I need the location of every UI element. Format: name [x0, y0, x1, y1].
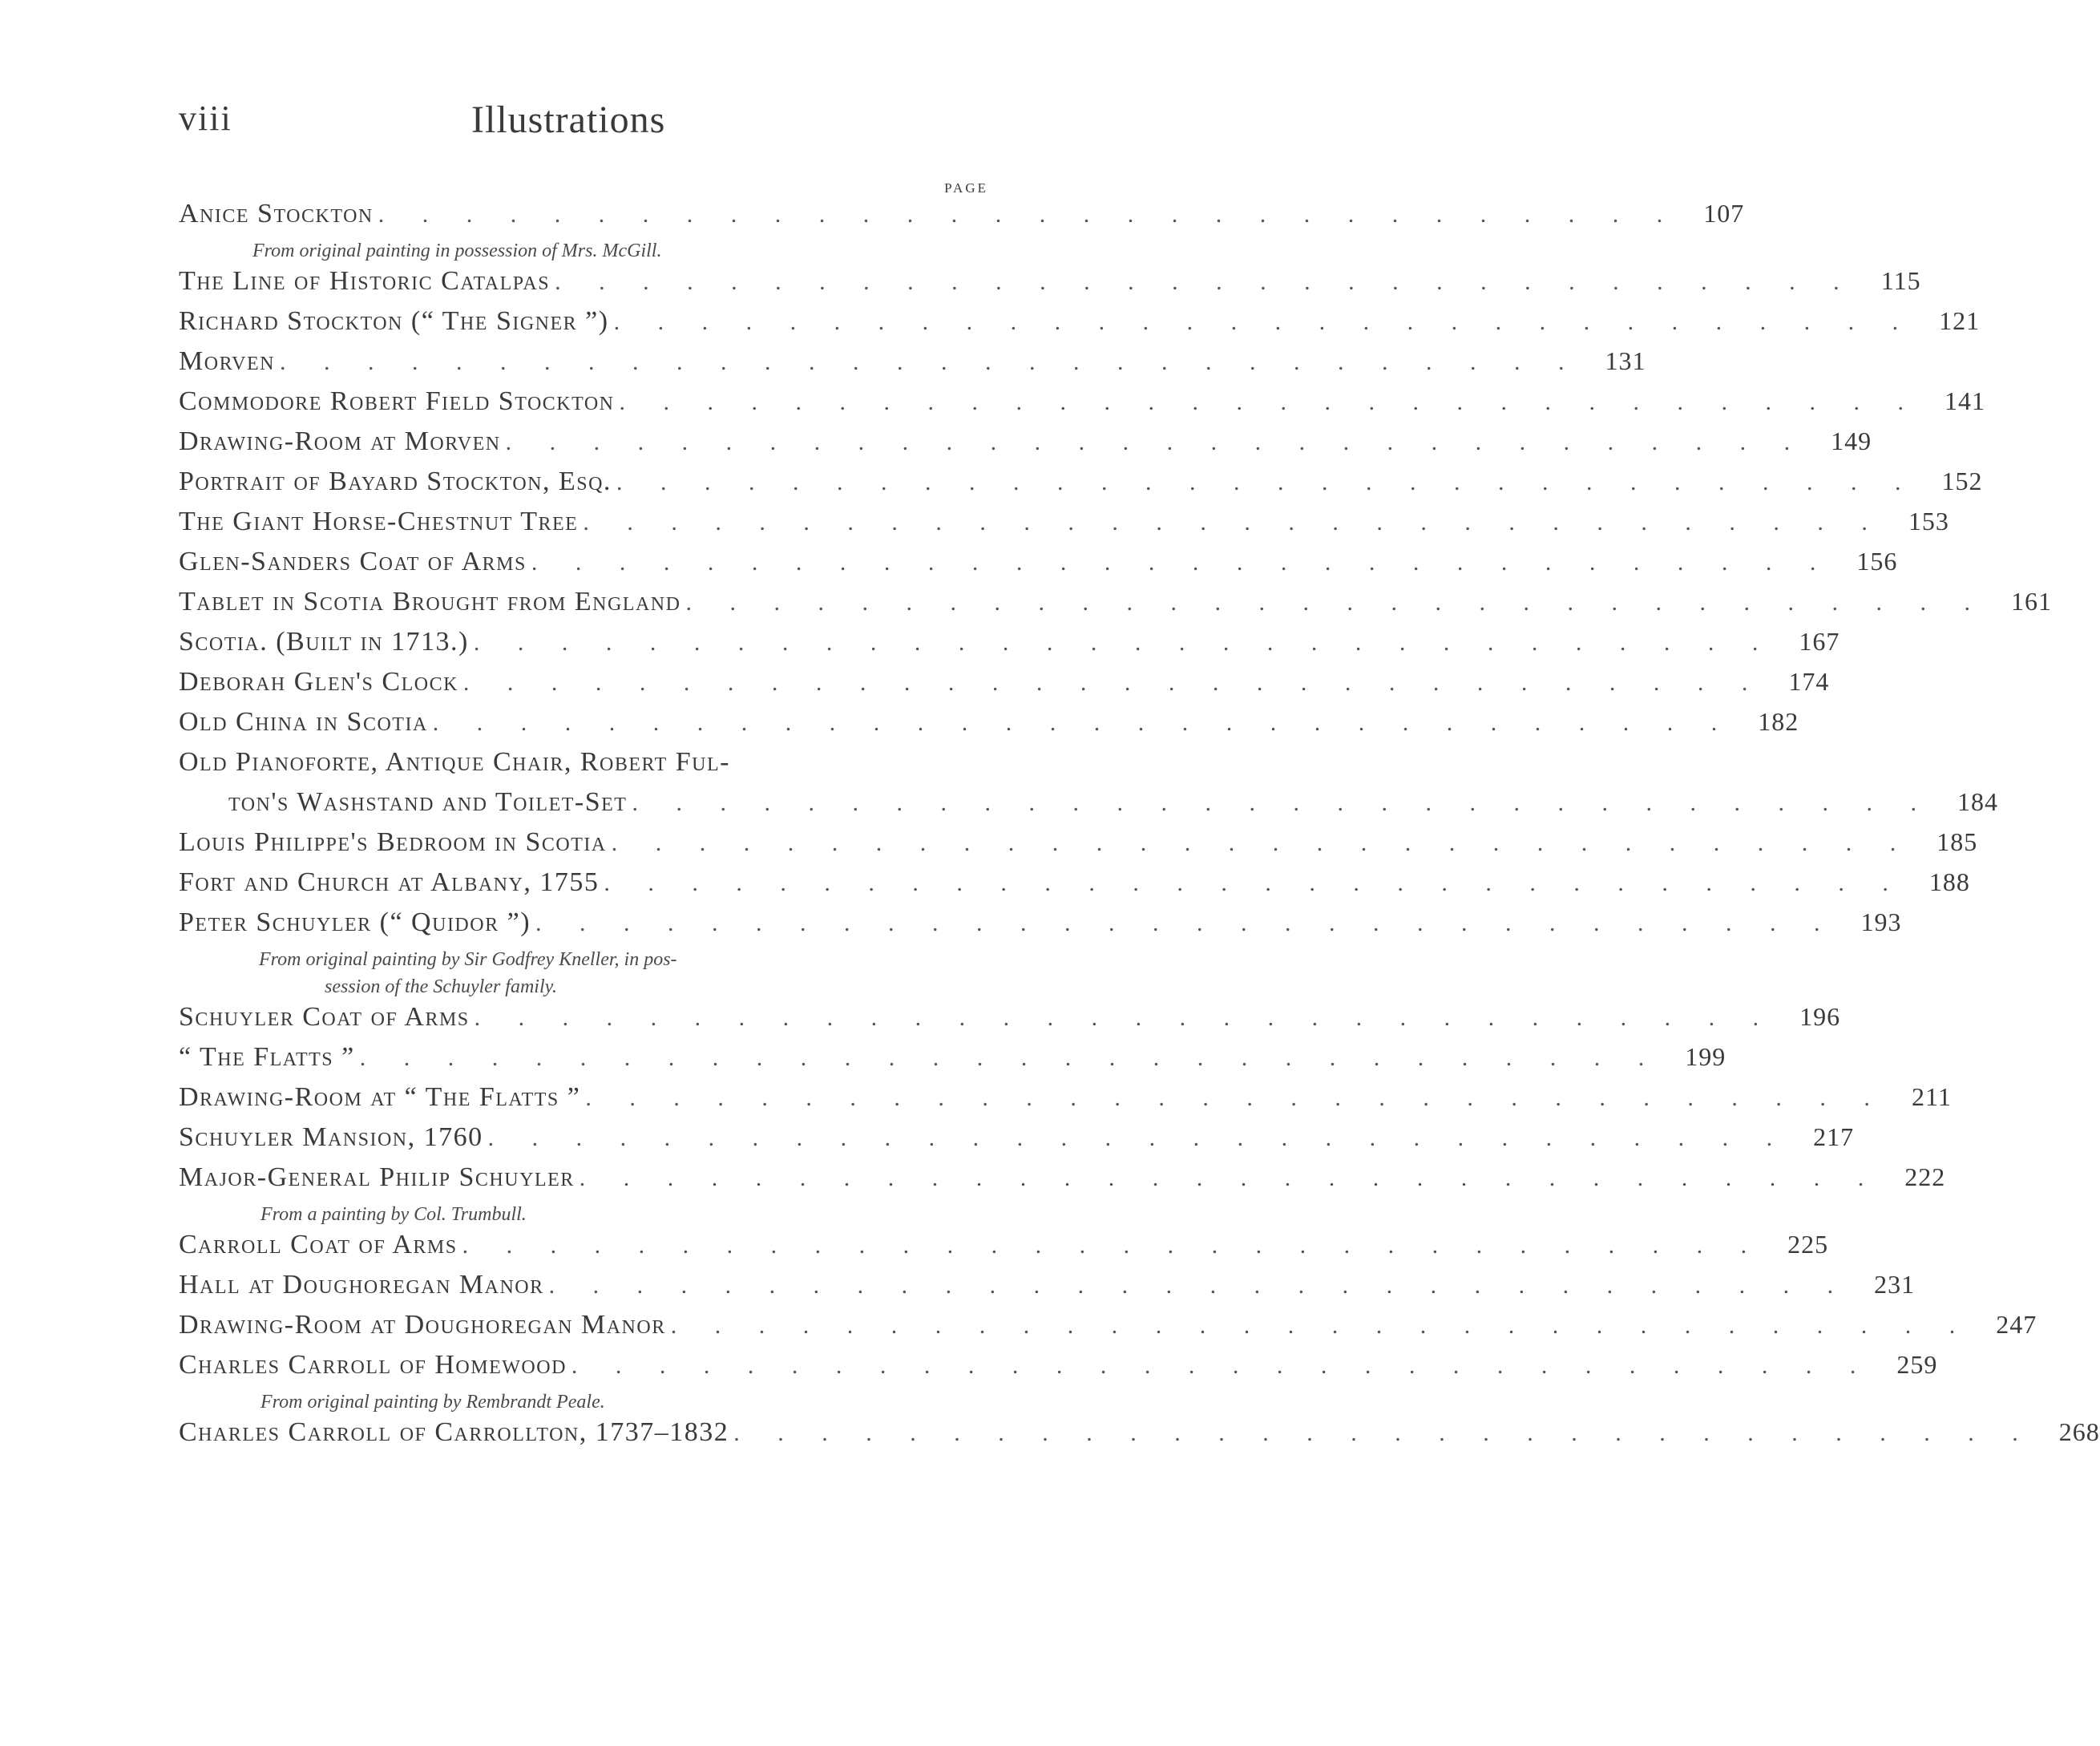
illustration-entry: [179, 1002, 1841, 1042]
entry-title: Schuyler Coat of Arms: [179, 1002, 470, 1032]
dot-leader: . . . . . . . . . . . . . . . . . . . . . . . . . . . . . .: [604, 870, 1904, 896]
illustration-entry: [179, 266, 1921, 306]
entry-caption: From a painting by Col. Trumbull.: [260, 1204, 527, 1225]
entry-page: 121: [1939, 306, 1981, 335]
entry-row: [179, 867, 1970, 907]
entry-row: [179, 1417, 2100, 1457]
entry-row: [179, 306, 1981, 346]
dot-leader: . . . . . . . . . . . . . . . . . . . . . . . . . . . . . .: [535, 910, 1836, 936]
entry-row: [179, 1310, 2037, 1350]
illustration-entry: [179, 1162, 1946, 1230]
running-title: Illustrations: [471, 99, 666, 141]
entry-title: Charles Carroll of Carrollton, 1737–1832: [179, 1417, 729, 1447]
illustration-entry: [179, 199, 1745, 266]
dot-leader: . . . . . . . . . . . . . . . . . . . . . . . . . . . . . .: [619, 389, 1920, 415]
entry-title: Charles Carroll of Homewood: [179, 1350, 567, 1380]
dot-leader: . . . . . . . . . . . . . . . . . . . . . . . . . . . . . .: [733, 1420, 2034, 1446]
entry-title: Morven: [179, 346, 275, 376]
entry-row: [179, 386, 1986, 426]
entry-page: 268: [2058, 1417, 2100, 1446]
entry-row: [179, 747, 988, 787]
entry-page: 141: [1945, 386, 1986, 415]
dot-leader: . . . . . . . . . . . . . . . . . . . . . . . . . . . . . .: [616, 469, 1917, 495]
dot-leader: . . . . . . . . . . . . . . . . . . . . . . . . . . . . . .: [585, 1085, 1886, 1111]
dot-leader: . . . . . . . . . . . . . . . . . . . . . . . . . . . . . .: [613, 309, 1915, 335]
entry-row: [179, 266, 1921, 306]
entry-title: Glen-Sanders Coat of Arms: [179, 547, 527, 576]
entry-title: Anice Stockton: [179, 199, 374, 228]
entry-title: Major-General Philip Schuyler: [179, 1162, 575, 1192]
entry-title: “ The Flatts ”: [179, 1042, 355, 1072]
illustration-entry: [179, 1230, 1829, 1270]
illustration-entry: [179, 547, 1898, 587]
entry-page: 211: [1912, 1082, 1952, 1111]
page-number: viii: [179, 99, 232, 138]
entry-row: [179, 426, 1872, 467]
illustration-entry: [179, 346, 1646, 386]
dot-leader: . . . . . . . . . . . . . . . . . . . . . . . . . . . . . .: [579, 1165, 1880, 1191]
page-header: [179, 98, 980, 154]
entry-title: Tablet in Scotia Brought from England: [179, 587, 681, 616]
entry-title: Fort and Church at Albany, 1755: [179, 867, 600, 897]
entry-caption-continuation: session of the Schuyler family.: [325, 976, 557, 997]
entry-page: 222: [1904, 1162, 1946, 1191]
illustration-entry: [179, 467, 1983, 507]
entry-page: 225: [1787, 1230, 1829, 1259]
entry-title: Scotia. (Built in 1713.): [179, 627, 469, 657]
dot-leader: . . . . . . . . . . . . . . . . . . . . . . . . . . . . . .: [462, 1232, 1763, 1259]
entry-row: [179, 1162, 1946, 1202]
illustration-entry: [179, 306, 1981, 346]
entry-page: 153: [1908, 507, 1949, 536]
illustration-entry: [179, 587, 2052, 627]
dot-leader: . . . . . . . . . . . . . . . . . . . . . . . . . . . . . .: [555, 269, 1856, 295]
entry-title: The Giant Horse-Chestnut Tree: [179, 507, 579, 536]
entry-page: 115: [1880, 266, 1921, 295]
entry-page: 161: [2010, 587, 2052, 616]
illustration-entry: [179, 667, 1830, 707]
entry-row: [179, 1042, 1726, 1082]
illustration-entry: [179, 707, 1799, 747]
dot-leader: . . . . . . . . . . . . . . . . . . . . . . . . . . . . . .: [359, 1045, 1661, 1071]
entry-row: [179, 1270, 1916, 1310]
illustration-entry: [179, 1082, 1952, 1122]
entry-title: Schuyler Mansion, 1760: [179, 1122, 483, 1152]
entry-page: 184: [1957, 787, 1998, 816]
entry-caption: From original painting by Sir Godfrey Kneller, in pos-: [259, 949, 677, 970]
illustration-entry: [179, 507, 1949, 547]
entry-row: [179, 1350, 1938, 1390]
illustration-entry: [179, 827, 1978, 867]
entry-title: Portrait of Bayard Stockton, Esq.: [179, 467, 612, 496]
entry-title: Drawing-Room at Morven: [179, 426, 501, 456]
entry-row: [179, 667, 1830, 707]
dot-leader: . . . . . . . . . . . . . . . . . . . . . . . . . . . . . .: [505, 429, 1807, 455]
entry-row: [179, 827, 1978, 867]
illustration-entry: [179, 1417, 2100, 1457]
entry-title: Richard Stockton (“ The Signer ”): [179, 306, 609, 336]
entry-page: 185: [1936, 827, 1978, 856]
entry-row: [179, 199, 1745, 239]
illustration-entry: [179, 1042, 1726, 1082]
entry-page: 167: [1799, 627, 1840, 656]
illustration-entry: [179, 867, 1970, 907]
dot-leader: . . . . . . . . . . . . . . . . . . . . . . . . . . . . . .: [611, 830, 1912, 856]
illustration-entry: [179, 1350, 1938, 1417]
illustration-entry: [179, 907, 1902, 1002]
entry-row: [179, 507, 1949, 547]
illustration-entry: [179, 1270, 1916, 1310]
dot-leader: . . . . . . . . . . . . . . . . . . . . . . . . . . . . . .: [432, 709, 1734, 736]
entry-title: Drawing-Room at “ The Flatts ”: [179, 1082, 581, 1112]
page-column-label: PAGE: [944, 180, 988, 196]
entry-page: 107: [1703, 199, 1745, 228]
entry-row: [179, 1082, 1952, 1122]
dot-leader: . . . . . . . . . . . . . . . . . . . . . . . . . . . . . .: [378, 201, 1679, 228]
entry-caption: From original painting by Rembrandt Peale.: [260, 1392, 605, 1413]
entries-container: [179, 199, 2100, 1457]
dot-leader: . . . . . . . . . . . . . . . . . . . . . . . . . . . . . .: [670, 1312, 1972, 1339]
entry-page: 182: [1758, 707, 1799, 736]
dot-leader: . . . . . . . . . . . . . . . . . . . . . . . . . . . . . .: [487, 1125, 1789, 1151]
illustration-entry: [179, 386, 1986, 426]
entry-title-continuation: ton's Washstand and Toilet-Set: [228, 787, 628, 817]
dot-leader: . . . . . . . . . . . . . . . . . . . . . . . . . . . . . .: [632, 790, 1932, 816]
entry-title: Hall at Doughoregan Manor: [179, 1270, 544, 1299]
illustration-entry: [179, 747, 1998, 827]
entry-page: 193: [1860, 907, 1902, 936]
entry-continuation-row: [179, 787, 1998, 827]
entry-row: [179, 627, 1840, 667]
dot-leader: . . . . . . . . . . . . . . . . . . . . . . . . . . . . . .: [583, 509, 1884, 536]
illustration-entry: [179, 426, 1872, 467]
illustration-entry: [179, 1310, 2037, 1350]
entry-row: [179, 1230, 1829, 1270]
entry-page: 247: [1996, 1310, 2037, 1339]
entry-page: 196: [1799, 1002, 1841, 1031]
illustration-entry: [179, 1122, 1855, 1162]
dot-leader: . . . . . . . . . . . . . . . . . . . . . . . . . . . . . .: [571, 1352, 1872, 1379]
entry-row: [179, 547, 1898, 587]
entry-title: Carroll Coat of Arms: [179, 1230, 458, 1259]
dot-leader: . . . . . . . . . . . . . . . . . . . . . . . . . . . . . .: [462, 669, 1764, 696]
entry-page: 188: [1928, 867, 1970, 896]
entry-page: 156: [1856, 547, 1898, 576]
entry-row: [179, 707, 1799, 747]
entry-row: [179, 587, 2052, 627]
entry-title: The Line of Historic Catalpas: [179, 266, 551, 296]
dot-leader: . . . . . . . . . . . . . . . . . . . . . . . . . . . . . .: [279, 349, 1581, 375]
entry-row: [179, 467, 1983, 507]
dot-leader: . . . . . . . . . . . . . . . . . . . . . . . . . . . . . .: [531, 549, 1832, 576]
entry-row: [179, 907, 1902, 948]
entry-page: 259: [1896, 1350, 1938, 1379]
entry-title: Deborah Glen's Clock: [179, 667, 458, 697]
entry-title: Old Pianoforte, Antique Chair, Robert Ful-: [179, 747, 730, 777]
illustration-entry: [179, 627, 1840, 667]
entry-page: 152: [1941, 467, 1983, 495]
entry-row: [179, 1122, 1855, 1162]
entry-page: 217: [1813, 1122, 1855, 1151]
entry-page: 131: [1605, 346, 1646, 375]
entry-page: 174: [1788, 667, 1830, 696]
entry-caption: From original painting in possession of Mrs. McGill.: [252, 240, 662, 261]
entry-page: 231: [1874, 1270, 1916, 1299]
entry-title: Old China in Scotia: [179, 707, 428, 737]
dot-leader: . . . . . . . . . . . . . . . . . . . . . . . . . . . . . .: [473, 629, 1775, 656]
entry-row: [179, 1002, 1841, 1042]
dot-leader: . . . . . . . . . . . . . . . . . . . . . . . . . . . . . .: [474, 1004, 1775, 1031]
entry-page: 149: [1831, 426, 1872, 455]
entry-title: Drawing-Room at Doughoregan Manor: [179, 1310, 666, 1340]
entry-title: Commodore Robert Field Stockton: [179, 386, 615, 416]
dot-leader: . . . . . . . . . . . . . . . . . . . . . . . . . . . . . .: [548, 1272, 1850, 1299]
entry-page: 199: [1685, 1042, 1726, 1071]
entry-row: [179, 346, 1646, 386]
dot-leader: . . . . . . . . . . . . . . . . . . . . . . . . . . . . . .: [685, 589, 1986, 616]
entry-title: Peter Schuyler (“ Quidor ”): [179, 907, 531, 937]
entry-title: Louis Philippe's Bedroom in Scotia: [179, 827, 607, 857]
